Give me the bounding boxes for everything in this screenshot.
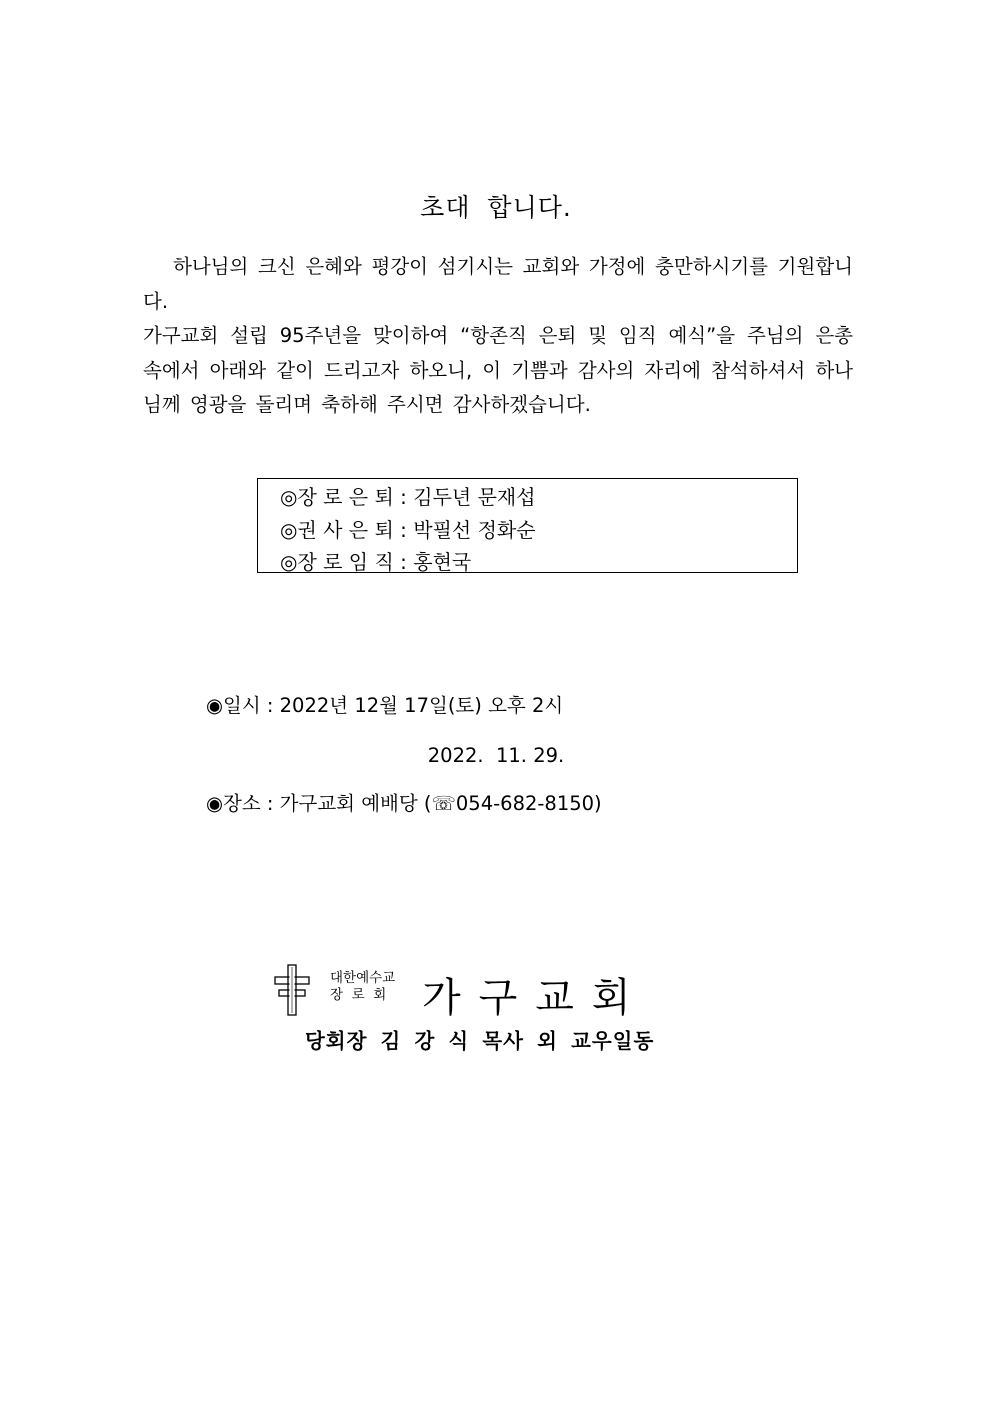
signature-line: 당회장 김 강 식 목사 외 교우일동 (305, 1029, 655, 1053)
event-info (206, 625, 602, 853)
denomination-label (330, 970, 395, 1004)
denomination-line-2: 장 로 회 (330, 987, 387, 1003)
invitation-paragraph: 가구교회 설립 95주년을 맞이하여 “항존직 은퇴 및 임직 예식”을 주님의 은총 속에서 아래와 같이 드리고자 하오니, 이 기쁨과 감사의 자리에 참석하셔서 하나님께 영광을 돌리며 축하해 주시면 감사하겠습니다. (143, 324, 853, 416)
elder-retirement: ◎장 로 은 퇴 : 김두년 문재섭 (280, 485, 536, 509)
ceremony-box (257, 478, 798, 573)
church-logo (272, 962, 649, 1021)
event-datetime: ◉일시 : 2022년 12월 17일(토) 오후 2시 (206, 694, 564, 717)
page-title: 초대 합니다. (420, 193, 572, 222)
church-name: 가구교회 (422, 975, 649, 1021)
elder-ordination: ◎장 로 임 직 : 홍현국 (280, 550, 472, 574)
deaconess-retirement: ◎권 사 은 퇴 : 박필선 정화순 (280, 517, 536, 542)
event-location: ◉장소 : 가구교회 예배당 (☏054-682-8150) (206, 791, 602, 815)
denomination-line-1: 대한예수교 (330, 970, 396, 986)
document-date: 2022. 11. 29. (427, 744, 565, 767)
invitation-body (143, 250, 853, 423)
cross-icon (272, 964, 312, 1016)
greeting-paragraph: 하나님의 크신 은혜와 평강이 섬기시는 교회와 가정에 충만하시기를 기원합니다. (143, 255, 853, 313)
